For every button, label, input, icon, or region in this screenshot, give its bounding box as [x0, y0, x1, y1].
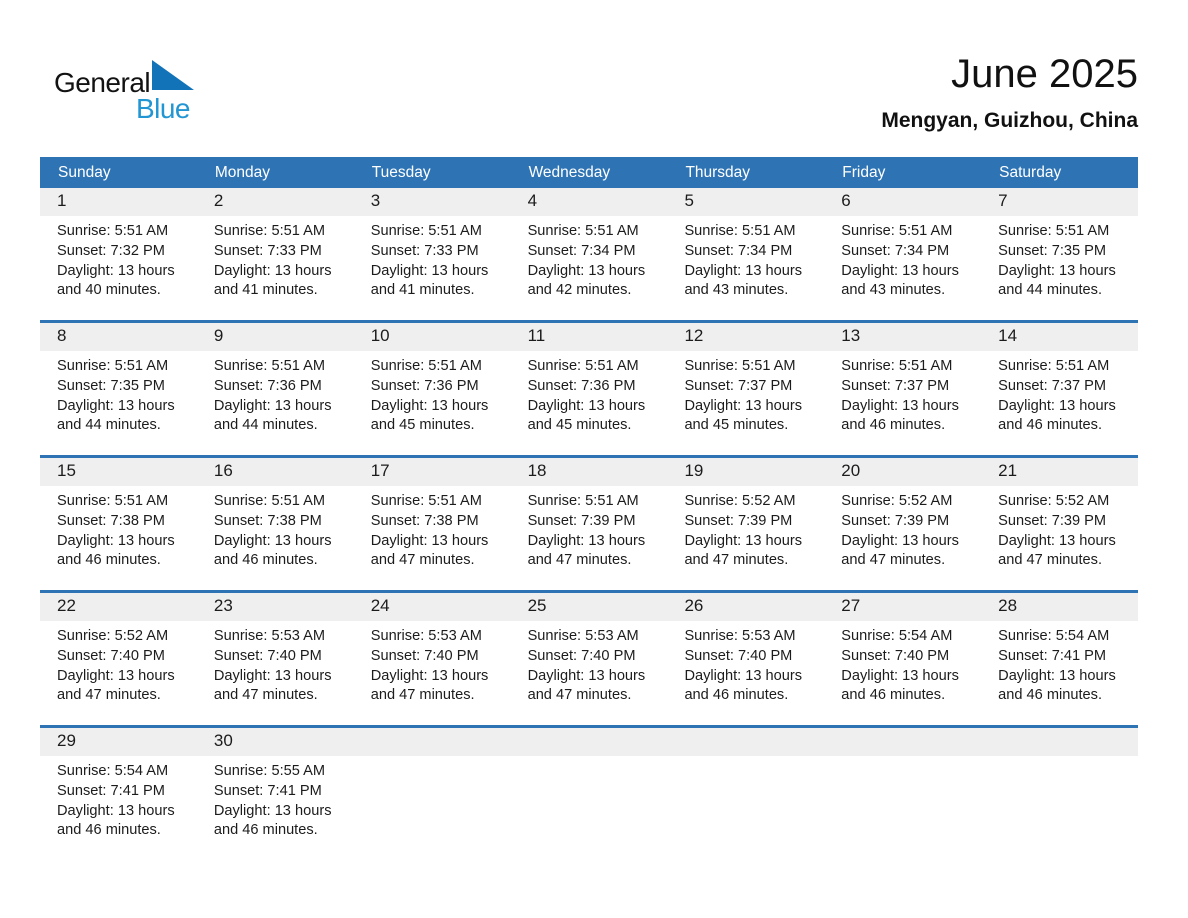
day-number-8: 8	[57, 326, 67, 345]
sunset-text: Sunset: 7:34 PM	[527, 242, 636, 259]
day-cell-26	[667, 621, 824, 725]
day-cell-28	[981, 621, 1138, 725]
daylight-text: and 46 minutes.	[841, 687, 946, 704]
day-number-24: 24	[370, 596, 390, 615]
empty-day-number	[511, 728, 668, 756]
day-number-17: 17	[370, 461, 390, 480]
daylight-text: Daylight: 13 hours	[57, 802, 175, 819]
day-number-30: 30	[213, 731, 233, 750]
month-title: June 2025	[951, 52, 1138, 96]
general-blue-logo	[54, 60, 224, 122]
sunrise-text: Sunrise: 5:51 AM	[370, 493, 482, 509]
day-cell-29	[40, 756, 197, 860]
day-cell-6	[824, 216, 981, 320]
day-cell-30	[197, 756, 354, 860]
sunrise-text: Sunrise: 5:51 AM	[998, 358, 1110, 374]
day-cell-25	[511, 621, 668, 725]
sunset-text: Sunset: 7:36 PM	[213, 377, 322, 394]
sunset-text: Sunset: 7:35 PM	[998, 242, 1107, 259]
day-number-10: 10	[370, 326, 390, 345]
logo-line-general	[54, 60, 224, 97]
daylight-text: and 43 minutes.	[841, 282, 946, 299]
day-number-27: 27	[841, 596, 861, 615]
page-header	[40, 0, 1138, 157]
sunset-text: Sunset: 7:37 PM	[998, 377, 1107, 394]
daylight-text: and 47 minutes.	[527, 687, 632, 704]
sunrise-text: Sunrise: 5:55 AM	[213, 763, 325, 779]
sunrise-text: Sunrise: 5:51 AM	[213, 493, 325, 509]
daylight-text: Daylight: 13 hours	[527, 667, 646, 684]
daylight-text: Daylight: 13 hours	[370, 532, 489, 549]
daylight-text: and 41 minutes.	[370, 282, 475, 299]
daylight-text: Daylight: 13 hours	[527, 397, 646, 414]
day-cell-19	[667, 486, 824, 590]
day-cells-row	[40, 351, 1138, 455]
sunset-text: Sunset: 7:39 PM	[998, 512, 1107, 529]
day-number-14: 14	[998, 326, 1018, 345]
daylight-text: Daylight: 13 hours	[213, 397, 332, 414]
day-number-20: 20	[841, 461, 861, 480]
sunset-text: Sunset: 7:40 PM	[841, 647, 950, 664]
daylight-text: Daylight: 13 hours	[213, 532, 332, 549]
day-number-9: 9	[213, 326, 224, 345]
sunrise-text: Sunrise: 5:51 AM	[684, 223, 796, 239]
daylight-text: and 43 minutes.	[684, 282, 789, 299]
day-cell-7	[981, 216, 1138, 320]
daylight-text: Daylight: 13 hours	[841, 262, 959, 279]
daylight-text: and 47 minutes.	[841, 552, 946, 569]
daylight-text: and 41 minutes.	[213, 282, 318, 299]
day-cell-24	[354, 621, 511, 725]
daylight-text: and 46 minutes.	[57, 822, 161, 839]
sunrise-text: Sunrise: 5:51 AM	[527, 358, 639, 374]
weekday-header-thursday: Thursday	[685, 163, 751, 181]
weekday-header-friday: Friday	[842, 163, 886, 181]
day-cell-3	[354, 216, 511, 320]
empty-day-cell	[354, 756, 511, 860]
day-cell-13	[824, 351, 981, 455]
day-number-band	[40, 458, 1138, 486]
daylight-text: and 46 minutes.	[998, 417, 1103, 434]
sunset-text: Sunset: 7:36 PM	[527, 377, 636, 394]
sunset-text: Sunset: 7:32 PM	[57, 242, 165, 259]
daylight-text: and 46 minutes.	[213, 552, 318, 569]
sunrise-text: Sunrise: 5:51 AM	[57, 223, 169, 239]
day-cell-10	[354, 351, 511, 455]
daylight-text: Daylight: 13 hours	[57, 532, 175, 549]
sunrise-text: Sunrise: 5:51 AM	[213, 358, 325, 374]
weeks-container	[40, 188, 1138, 860]
sunrise-text: Sunrise: 5:51 AM	[998, 223, 1110, 239]
daylight-text: and 47 minutes.	[370, 552, 475, 569]
day-cells-row	[40, 756, 1138, 860]
day-number-3: 3	[370, 191, 381, 210]
day-number-28: 28	[998, 596, 1018, 615]
daylight-text: Daylight: 13 hours	[527, 532, 646, 549]
daylight-text: Daylight: 13 hours	[998, 532, 1116, 549]
sunset-text: Sunset: 7:41 PM	[998, 647, 1107, 664]
daylight-text: and 45 minutes.	[527, 417, 632, 434]
sunrise-text: Sunrise: 5:53 AM	[370, 628, 482, 644]
day-number-1: 1	[57, 191, 67, 210]
day-number-21: 21	[998, 461, 1018, 480]
day-cell-22	[40, 621, 197, 725]
sunrise-text: Sunrise: 5:53 AM	[684, 628, 796, 644]
day-cell-9	[197, 351, 354, 455]
calendar-table	[40, 157, 1138, 860]
daylight-text: and 46 minutes.	[57, 552, 161, 569]
day-number-band	[40, 593, 1138, 621]
day-number-16: 16	[213, 461, 233, 480]
day-number-25: 25	[527, 596, 547, 615]
daylight-text: and 45 minutes.	[684, 417, 789, 434]
daylight-text: and 40 minutes.	[57, 282, 161, 299]
day-number-26: 26	[684, 596, 704, 615]
sunrise-text: Sunrise: 5:51 AM	[684, 358, 796, 374]
week-row-2	[40, 320, 1138, 455]
daylight-text: Daylight: 13 hours	[213, 262, 332, 279]
sunrise-text: Sunrise: 5:51 AM	[527, 223, 639, 239]
sunset-text: Sunset: 7:40 PM	[684, 647, 793, 664]
sunrise-text: Sunrise: 5:51 AM	[57, 358, 169, 374]
logo-text-blue: Blue	[135, 93, 190, 124]
sunrise-text: Sunrise: 5:53 AM	[527, 628, 639, 644]
sunset-text: Sunset: 7:37 PM	[684, 377, 793, 394]
day-number-5: 5	[684, 191, 694, 210]
empty-day-number	[354, 728, 511, 756]
day-number-18: 18	[527, 461, 547, 480]
sunrise-text: Sunrise: 5:54 AM	[57, 763, 169, 779]
sunset-text: Sunset: 7:39 PM	[841, 512, 950, 529]
day-cells-row	[40, 621, 1138, 725]
logo-text-general: General	[54, 67, 151, 98]
location-subtitle: Mengyan, Guizhou, China	[881, 109, 1138, 132]
weekday-header-tuesday: Tuesday	[371, 163, 431, 181]
day-number-7: 7	[998, 191, 1008, 210]
daylight-text: and 47 minutes.	[57, 687, 161, 704]
day-cells-row	[40, 486, 1138, 590]
daylight-text: Daylight: 13 hours	[57, 397, 175, 414]
daylight-text: and 46 minutes.	[684, 687, 789, 704]
sunset-text: Sunset: 7:40 PM	[213, 647, 322, 664]
empty-day-cell	[981, 756, 1138, 860]
day-cell-5	[667, 216, 824, 320]
daylight-text: and 47 minutes.	[370, 687, 475, 704]
daylight-text: and 47 minutes.	[684, 552, 789, 569]
daylight-text: Daylight: 13 hours	[841, 397, 959, 414]
day-number-6: 6	[841, 191, 851, 210]
sunset-text: Sunset: 7:39 PM	[527, 512, 636, 529]
logo-triangle-icon	[152, 60, 194, 95]
sunrise-text: Sunrise: 5:51 AM	[370, 223, 482, 239]
day-cell-17	[354, 486, 511, 590]
sunrise-text: Sunrise: 5:52 AM	[57, 628, 169, 644]
sunset-text: Sunset: 7:34 PM	[684, 242, 793, 259]
weekday-header-sunday: Sunday	[58, 163, 111, 181]
daylight-text: Daylight: 13 hours	[998, 667, 1116, 684]
week-row-5	[40, 725, 1138, 860]
empty-day-cell	[511, 756, 668, 860]
day-cell-18	[511, 486, 668, 590]
sunset-text: Sunset: 7:41 PM	[213, 782, 322, 799]
day-cell-27	[824, 621, 981, 725]
day-cell-14	[981, 351, 1138, 455]
sunset-text: Sunset: 7:37 PM	[841, 377, 950, 394]
daylight-text: and 46 minutes.	[213, 822, 318, 839]
daylight-text: Daylight: 13 hours	[684, 397, 803, 414]
day-cells-row	[40, 216, 1138, 320]
sunrise-text: Sunrise: 5:53 AM	[213, 628, 325, 644]
daylight-text: Daylight: 13 hours	[998, 262, 1116, 279]
sunset-text: Sunset: 7:40 PM	[370, 647, 479, 664]
sunrise-text: Sunrise: 5:52 AM	[998, 493, 1110, 509]
daylight-text: and 46 minutes.	[998, 687, 1103, 704]
day-number-band	[40, 188, 1138, 216]
day-number-13: 13	[841, 326, 861, 345]
daylight-text: Daylight: 13 hours	[370, 262, 489, 279]
sunrise-text: Sunrise: 5:52 AM	[684, 493, 796, 509]
empty-day-number	[824, 728, 981, 756]
week-row-3	[40, 455, 1138, 590]
sunset-text: Sunset: 7:36 PM	[370, 377, 479, 394]
daylight-text: Daylight: 13 hours	[370, 397, 489, 414]
daylight-text: Daylight: 13 hours	[684, 262, 803, 279]
day-number-23: 23	[213, 596, 233, 615]
day-cell-23	[197, 621, 354, 725]
daylight-text: and 42 minutes.	[527, 282, 632, 299]
sunset-text: Sunset: 7:35 PM	[57, 377, 165, 394]
sunrise-text: Sunrise: 5:51 AM	[213, 223, 325, 239]
day-cell-16	[197, 486, 354, 590]
day-cell-21	[981, 486, 1138, 590]
day-number-22: 22	[57, 596, 76, 615]
empty-day-number	[667, 728, 824, 756]
daylight-text: Daylight: 13 hours	[684, 532, 803, 549]
daylight-text: and 47 minutes.	[998, 552, 1103, 569]
daylight-text: and 44 minutes.	[213, 417, 318, 434]
daylight-text: and 44 minutes.	[57, 417, 161, 434]
daylight-text: Daylight: 13 hours	[57, 262, 175, 279]
daylight-text: Daylight: 13 hours	[998, 397, 1116, 414]
weekday-header-saturday: Saturday	[999, 163, 1062, 181]
day-cell-12	[667, 351, 824, 455]
daylight-text: Daylight: 13 hours	[527, 262, 646, 279]
day-number-11: 11	[527, 326, 546, 345]
sunset-text: Sunset: 7:38 PM	[57, 512, 165, 529]
sunset-text: Sunset: 7:39 PM	[684, 512, 793, 529]
sunset-text: Sunset: 7:34 PM	[841, 242, 950, 259]
day-cell-15	[40, 486, 197, 590]
title-block	[881, 52, 1138, 133]
sunset-text: Sunset: 7:38 PM	[370, 512, 479, 529]
sunset-text: Sunset: 7:41 PM	[57, 782, 165, 799]
day-number-15: 15	[57, 461, 76, 480]
weekday-header-monday: Monday	[214, 163, 271, 181]
daylight-text: Daylight: 13 hours	[213, 802, 332, 819]
daylight-text: Daylight: 13 hours	[213, 667, 332, 684]
daylight-text: and 47 minutes.	[213, 687, 318, 704]
daylight-text: Daylight: 13 hours	[841, 667, 959, 684]
daylight-text: and 45 minutes.	[370, 417, 475, 434]
day-number-band	[40, 323, 1138, 351]
empty-day-cell	[824, 756, 981, 860]
day-number-19: 19	[684, 461, 704, 480]
day-cell-20	[824, 486, 981, 590]
day-number-29: 29	[57, 731, 76, 750]
daylight-text: and 47 minutes.	[527, 552, 632, 569]
sunrise-text: Sunrise: 5:51 AM	[57, 493, 169, 509]
daylight-text: Daylight: 13 hours	[370, 667, 489, 684]
sunrise-text: Sunrise: 5:54 AM	[841, 628, 953, 644]
empty-day-number	[981, 728, 1138, 756]
sunset-text: Sunset: 7:38 PM	[213, 512, 322, 529]
day-cell-1	[40, 216, 197, 320]
day-cell-11	[511, 351, 668, 455]
sunrise-text: Sunrise: 5:51 AM	[527, 493, 639, 509]
day-number-12: 12	[684, 326, 704, 345]
sunset-text: Sunset: 7:40 PM	[57, 647, 165, 664]
day-cell-8	[40, 351, 197, 455]
day-cell-2	[197, 216, 354, 320]
sunrise-text: Sunrise: 5:52 AM	[841, 493, 953, 509]
daylight-text: and 44 minutes.	[998, 282, 1103, 299]
daylight-text: and 46 minutes.	[841, 417, 946, 434]
day-number-band	[40, 728, 1138, 756]
sunset-text: Sunset: 7:33 PM	[370, 242, 479, 259]
week-row-4	[40, 590, 1138, 725]
sunrise-text: Sunrise: 5:51 AM	[841, 223, 953, 239]
sunrise-text: Sunrise: 5:54 AM	[998, 628, 1110, 644]
daylight-text: Daylight: 13 hours	[57, 667, 175, 684]
sunset-text: Sunset: 7:33 PM	[213, 242, 322, 259]
day-number-2: 2	[213, 191, 224, 210]
daylight-text: Daylight: 13 hours	[684, 667, 803, 684]
sunrise-text: Sunrise: 5:51 AM	[841, 358, 953, 374]
day-number-4: 4	[527, 191, 538, 210]
weekday-header-row	[40, 157, 1138, 188]
week-row-1	[40, 188, 1138, 320]
sunrise-text: Sunrise: 5:51 AM	[370, 358, 482, 374]
sunset-text: Sunset: 7:40 PM	[527, 647, 636, 664]
weekday-header-wednesday: Wednesday	[528, 163, 611, 181]
day-cell-4	[511, 216, 668, 320]
empty-day-cell	[667, 756, 824, 860]
daylight-text: Daylight: 13 hours	[841, 532, 959, 549]
